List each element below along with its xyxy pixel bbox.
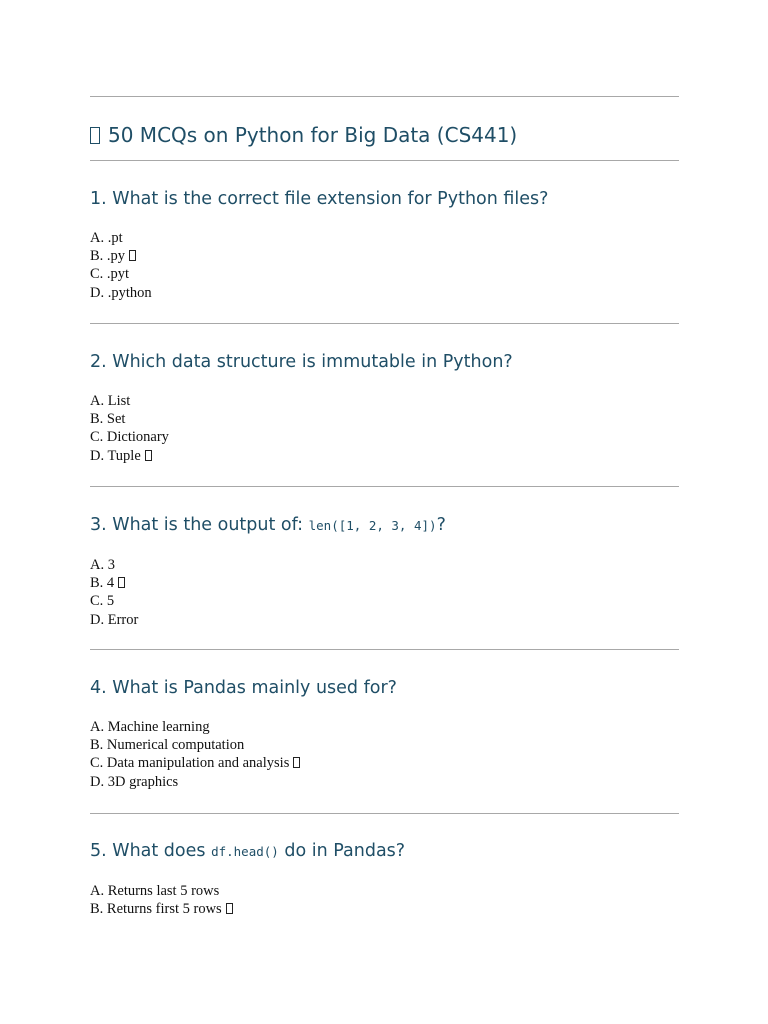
question-code: len([1, 2, 3, 4]) <box>308 518 437 533</box>
option-label: B. Set <box>90 411 126 428</box>
option-item <box>90 265 679 283</box>
option-item <box>90 428 679 446</box>
question-text: Which data structure is immutable in Python? <box>112 352 513 372</box>
option-label: B. Returns first 5 rows <box>90 901 222 918</box>
question-block <box>90 838 679 918</box>
question-text: What is the output of: <box>112 515 309 535</box>
option-item <box>90 447 679 465</box>
option-item <box>90 718 679 736</box>
option-label: B. Numerical computation <box>90 737 245 754</box>
option-label: D. Tuple <box>90 447 141 464</box>
option-label: C. Data manipulation and analysis <box>90 755 290 772</box>
question-number: 1. <box>90 189 113 209</box>
option-item <box>90 611 679 629</box>
option-item <box>90 900 679 918</box>
option-item <box>90 229 679 247</box>
option-item <box>90 247 679 265</box>
question-divider <box>90 323 679 324</box>
question-text: What is the correct file extension for Python files? <box>112 189 549 209</box>
question-text: What is Pandas mainly used for? <box>112 678 397 698</box>
option-item <box>90 392 679 410</box>
question-divider <box>90 486 679 487</box>
question-heading <box>90 838 679 865</box>
option-label: A. List <box>90 393 131 409</box>
question-number: 5. <box>90 841 113 861</box>
question-text-suffix: do in Pandas? <box>278 841 406 861</box>
option-item <box>90 882 679 900</box>
question-block <box>90 349 679 465</box>
option-label: C. Dictionary <box>90 429 169 446</box>
option-label: B. .py <box>90 248 126 265</box>
option-list <box>90 392 679 465</box>
correct-answer-icon <box>293 757 300 768</box>
option-item <box>90 773 679 791</box>
option-label: C. .pyt <box>90 266 130 283</box>
option-label: D. 3D graphics <box>90 773 179 790</box>
question-block <box>90 675 679 791</box>
option-item <box>90 556 679 574</box>
question-number: 2. <box>90 352 113 372</box>
option-label: B. 4 <box>90 575 115 592</box>
check-mark-icon <box>90 127 100 144</box>
document-title-text: 50 MCQs on Python for Big Data (CS441) <box>108 123 518 147</box>
option-list <box>90 882 679 918</box>
correct-answer-icon <box>118 577 125 588</box>
question-heading <box>90 186 679 212</box>
option-item <box>90 284 679 302</box>
option-item <box>90 736 679 754</box>
question-text-suffix: ? <box>436 515 446 535</box>
option-label: D. Error <box>90 611 139 628</box>
option-label: A. Returns last 5 rows <box>90 883 220 899</box>
question-text: What does <box>112 841 212 861</box>
option-label: D. .python <box>90 284 152 301</box>
option-item <box>90 574 679 592</box>
option-list <box>90 718 679 791</box>
option-item <box>90 592 679 610</box>
option-label: A. .pt <box>90 230 123 246</box>
question-block <box>90 186 679 302</box>
question-divider <box>90 813 679 814</box>
question-heading <box>90 675 679 701</box>
option-label: A. 3 <box>90 557 115 573</box>
option-list <box>90 229 679 302</box>
top-divider <box>90 96 679 97</box>
correct-answer-icon <box>226 903 233 914</box>
question-heading <box>90 512 679 539</box>
option-label: C. 5 <box>90 593 115 610</box>
option-item <box>90 754 679 772</box>
correct-answer-icon <box>129 250 136 261</box>
question-number: 3. <box>90 515 113 535</box>
correct-answer-icon <box>145 450 152 461</box>
option-item <box>90 410 679 428</box>
question-code: df.head() <box>211 844 279 859</box>
option-list <box>90 556 679 629</box>
question-heading <box>90 349 679 375</box>
document-title <box>90 120 679 150</box>
option-label: A. Machine learning <box>90 719 210 735</box>
question-block <box>90 512 679 629</box>
question-number: 4. <box>90 678 113 698</box>
title-divider <box>90 160 679 161</box>
question-divider <box>90 649 679 650</box>
